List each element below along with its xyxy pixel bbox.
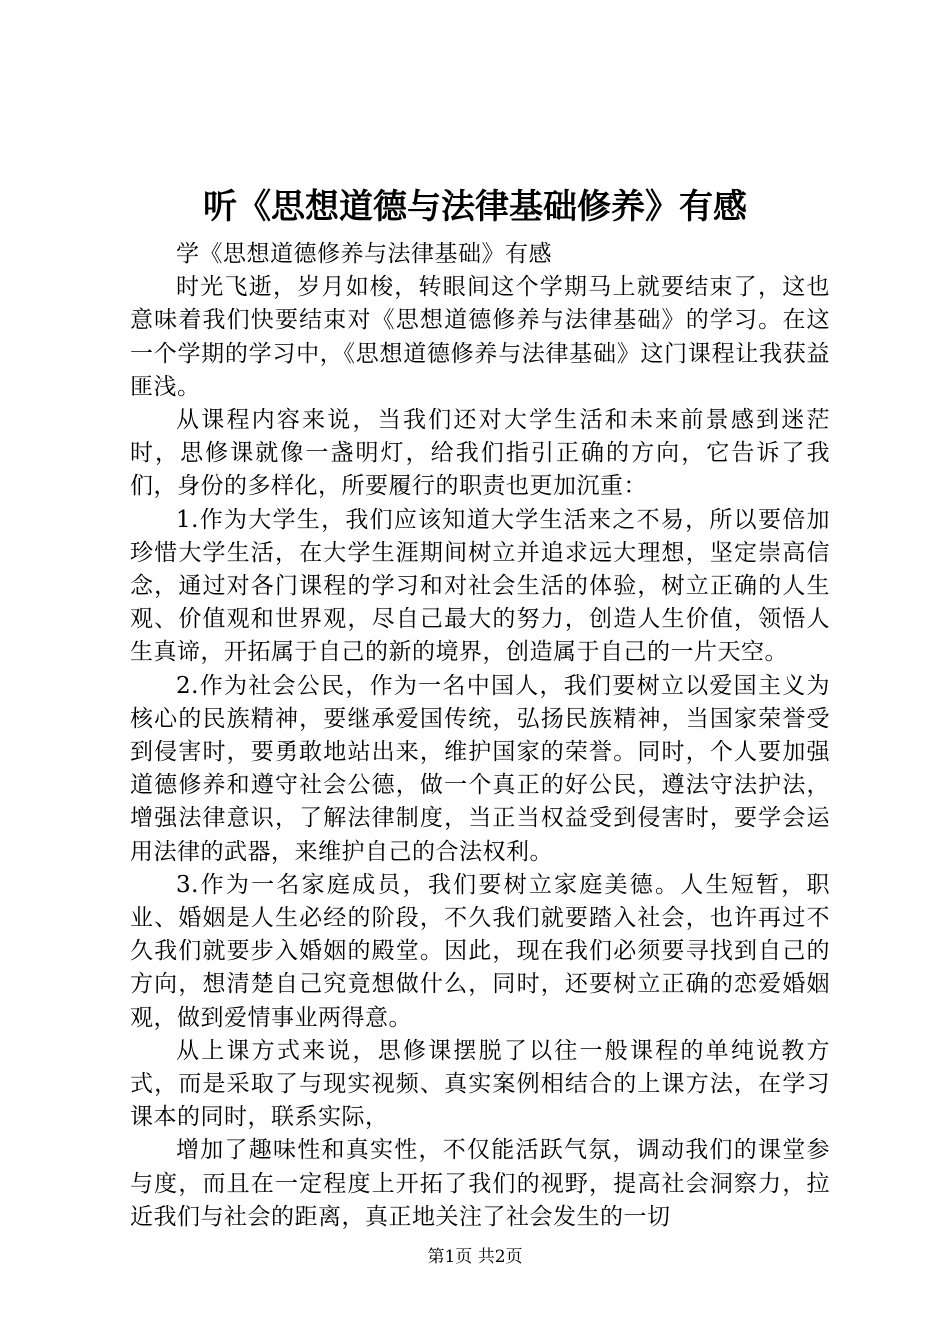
- paragraph-course-content: 从课程内容来说，当我们还对大学生活和未来前景感到迷茫时，思修课就像一盏明灯，给我们指引正确的方向，它告诉了我们，身份的多样化，所要履行的职责也更加沉重：: [130, 407, 830, 500]
- paragraph-benefits: 增加了趣味性和真实性，不仅能活跃气氛，调动我们的课堂参与度，而且在一定程度上开拓了我们的视野，提高社会洞察力，拉近我们与社会的距离，真正地关注了社会发生的一切: [130, 1137, 830, 1230]
- paragraph-point-1: 1.作为大学生，我们应该知道大学生活来之不易，所以要倍加珍惜大学生活，在大学生涯期间树立并追求远大理想，坚定崇高信念，通过对各门课程的学习和对社会生活的体验，树立正确的人生观、价值观和世界观，尽自己最大的努力，创造人生价值，领悟人生真谛，开拓属于自己的新的境界，创造属于自己的一片天空。: [130, 506, 830, 666]
- paragraph-point-3: 3.作为一名家庭成员，我们要树立家庭美德。人生短暂，职业、婚姻是人生必经的阶段，不久我们就要踏入社会，也许再过不久我们就要步入婚姻的殿堂。因此，现在我们必须要寻找到自己的方向，想清楚自己究竟想做什么，同时，还要树立正确的恋爱婚姻观，做到爱情事业两得意。: [130, 871, 830, 1031]
- paragraph-intro: 时光飞逝，岁月如梭，转眼间这个学期马上就要结束了，这也意味着我们快要结束对《思想道德修养与法律基础》的学习。在这一个学期的学习中，《思想道德修养与法律基础》这门课程让我获益匪浅。: [130, 274, 830, 400]
- paragraph-subtitle: 学《思想道德修养与法律基础》有感: [176, 241, 552, 267]
- paragraph-point-2: 2.作为社会公民，作为一名中国人，我们要树立以爱国主义为核心的民族精神，要继承爱国传统，弘扬民族精神，当国家荣誉受到侵害时，要勇敢地站出来，维护国家的荣誉。同时，个人要加强道德修养和遵守社会公德，做一个真正的好公民，遵法守法护法，增强法律意识，了解法律制度，当正当权益受到侵害时，要学会运用法律的武器，来维护自己的合法权利。: [130, 672, 830, 865]
- page-footer: 第1页 共2页: [427, 1247, 523, 1267]
- paragraph-teaching-method: 从上课方式来说，思修课摆脱了以往一般课程的单纯说教方式，而是采取了与现实视频、真实案例相结合的上课方法，在学习课本的同时，联系实际，: [130, 1037, 830, 1131]
- document-title: 听《思想道德与法律基础修养》有感: [203, 187, 747, 227]
- document-body: [130, 238, 830, 1234]
